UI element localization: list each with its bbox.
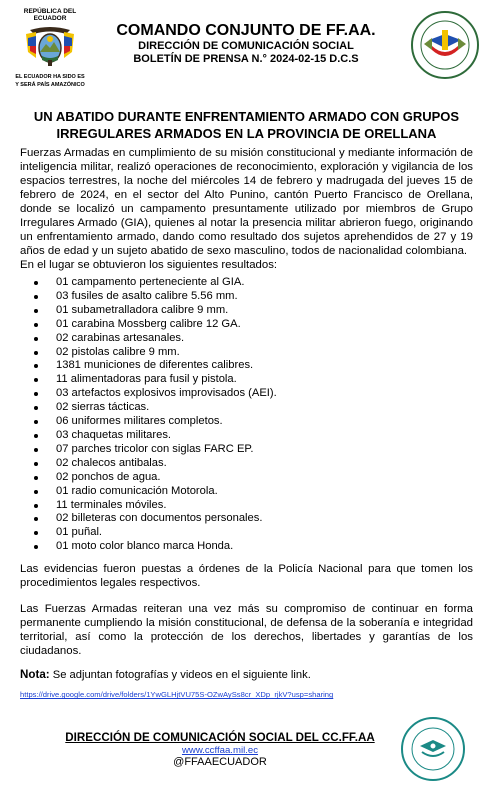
list-item: 02 ponchos de agua.	[56, 471, 473, 485]
list-item: 03 artefactos explosivos improvisados (AEI).	[56, 387, 473, 401]
commitment-paragraph: Las Fuerzas Armadas reiteran una vez más su compromiso de continuar en forma permanente cumpliendo la misión constitucional, de defensa de la soberanía e integridad territorial, así como la protección de los derechos, libertades y garantías de los ciudadanos.	[20, 603, 473, 658]
footer-website-link[interactable]: www.ccffaa.mil.ec	[181, 745, 259, 756]
motto-line-1: EL ECUADOR HA SIDO ES	[15, 74, 85, 80]
list-item: 01 campamento perteneciente al GIA.	[56, 276, 473, 290]
list-item: 03 chaquetas militares.	[56, 429, 473, 443]
footer-direction: DIRECCIÓN DE COMUNICACIÓN SOCIAL DEL CC.FF.AA	[65, 731, 375, 744]
list-item: 06 uniformes militares completos.	[56, 415, 473, 429]
list-item: 01 carabina Mossberg calibre 12 GA.	[56, 318, 473, 332]
list-item: 02 chalecos antibalas.	[56, 457, 473, 471]
evidence-paragraph: Las evidencias fueron puestas a órdenes de la Policía Nacional para que tomen los procedimientos legales respectivos.	[20, 563, 473, 590]
note-text: Se adjuntan fotografías y videos en el siguiente link.	[49, 669, 311, 682]
header-titles	[96, 22, 396, 66]
list-item: 01 moto color blanco marca Honda.	[56, 540, 473, 554]
note-line	[20, 668, 473, 682]
list-item: 02 pistolas calibre 9 mm.	[56, 346, 473, 360]
body-content	[20, 146, 473, 702]
ecuador-coat-of-arms-icon	[22, 24, 78, 68]
list-item: 02 billeteras con documentos personales.	[56, 512, 473, 526]
bulletin-number: BOLETÍN DE PRENSA N.° 2024-02-15 D.C.S	[133, 53, 359, 65]
drive-link[interactable]: https://drive.google.com/drive/folders/1YwGLHjtVU75S-OZwAySs8cr_XDp_rjkV?usp=sharing	[20, 690, 334, 700]
list-item: 01 radio comunicación Motorola.	[56, 485, 473, 499]
list-item: 03 fusiles de asalto calibre 5.56 mm.	[56, 290, 473, 304]
intro-paragraph: Fuerzas Armadas en cumplimiento de su misión constitucional y mediante información de inteligencia militar, realizó operaciones de reconocimiento, exploración y vigilancia de los espacios terrestres, la noche del miércoles 14 de febrero y madrugada del jueves 15 de febrero de 2024, en el sector del Alto Punino, cantón Puerto Francisco de Orellana, donde se localizó un campamento presuntamente utilizado por miembros de Grupo Irregulares Armado (GIA), quienes al notar la presencia militar abrieron fuego, originando un enfrentamiento armado, dando como resultado dos sujetos aprehendidos de 27 y 19 años de edad y un sujeto abatido de sexo masculino, todos de nacionalidad colombiana.	[20, 147, 473, 257]
headline: UN ABATIDO DURANTE ENFRENTAMIENTO ARMADO CON GRUPOS IRREGULARES ARMADOS EN LA PROVINCIA DE ORELLANA	[33, 109, 460, 141]
ffaa-seal-icon	[410, 10, 480, 80]
note-label: Nota:	[20, 668, 50, 682]
ccffaa-footer-seal-icon	[400, 716, 466, 782]
list-item: 07 parches tricolor con siglas FARC EP.	[56, 443, 473, 457]
results-intro: En el lugar se obtuvieron los siguientes resultados:	[20, 259, 278, 271]
list-item: 01 puñal.	[56, 526, 473, 540]
republic-label: REPÚBLICA DEL ECUADOR	[23, 8, 77, 22]
results-list	[20, 276, 473, 554]
motto-line-2: Y SERÁ PAÍS AMAZÓNICO	[15, 82, 85, 88]
header-title: COMANDO CONJUNTO DE FF.AA.	[116, 22, 376, 39]
list-item: 02 sierras tácticas.	[56, 401, 473, 415]
footer-handle: @FFAAECUADOR	[173, 756, 267, 768]
list-item: 1381 municiones de diferentes calibres.	[56, 359, 473, 373]
list-item: 02 carabinas artesanales.	[56, 332, 473, 346]
header-subtitle: DIRECCIÓN DE COMUNICACIÓN SOCIAL	[138, 40, 354, 52]
list-item: 01 subametralladora calibre 9 mm.	[56, 304, 473, 318]
footer	[40, 730, 400, 769]
list-item: 11 alimentadoras para fusil y pistola.	[56, 373, 473, 387]
ecuador-emblem-block	[8, 8, 92, 89]
list-item: 11 terminales móviles.	[56, 499, 473, 513]
